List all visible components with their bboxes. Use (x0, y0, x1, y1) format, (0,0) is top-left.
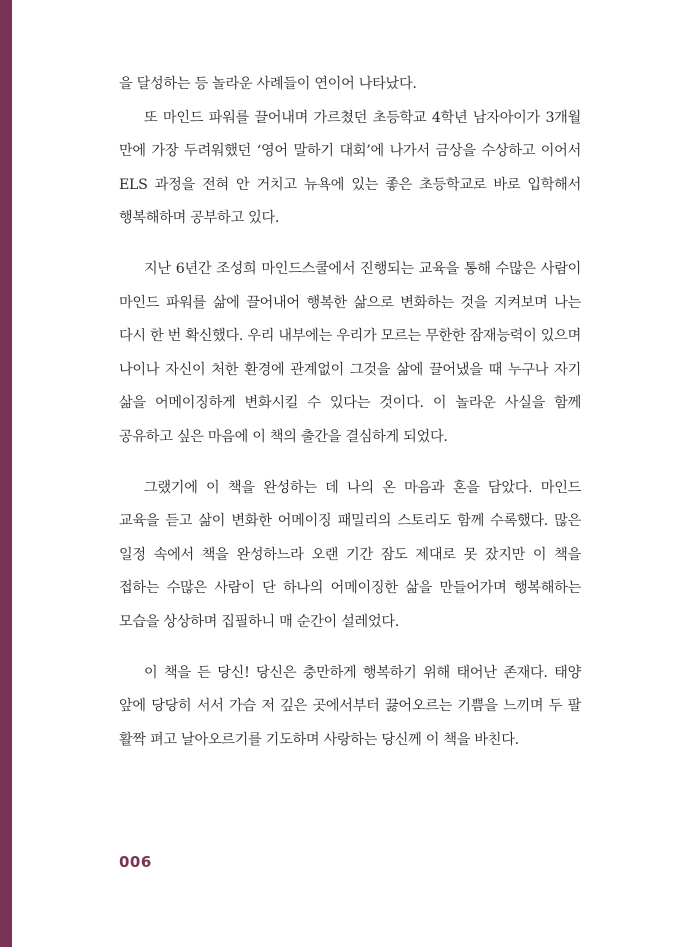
book-spine-edge (0, 0, 12, 947)
paragraph-dedication: 이 책을 든 당신! 당신은 충만하게 행복하기 위해 태어난 존재다. 태양 앞에 당당히 서서 가슴 저 깊은 곳에서부터 끓어오르는 기쁨을 느끼며 두 팔 활짝 펴고 날아오르기를 기도하며 사랑하는 당신께 이 책을 바친다. (119, 664, 581, 748)
page-body (119, 68, 581, 757)
paragraph-book-completion: 그랬기에 이 책을 완성하는 데 나의 온 마음과 혼을 담았다. 마인드 교육을 듣고 삶이 변화한 어메이징 패밀리의 스토리도 함께 수록했다. 많은 일정 속에서 책을 완성하느라 오랜 기간 잠도 제대로 못 잤지만 이 책을 접하는 수많은 사람이 단 하나의 어메이징한 삶을 만들어가며 행복해하는 모습을 상상하며 집필하니 매 순간이 설레었다. (119, 479, 581, 630)
paragraph-student-example: 또 마인드 파워를 끌어내며 가르쳤던 초등학교 4학년 남자아이가 3개월 만에 가장 두려워했던 ‘영어 말하기 대회’에 나가서 금상을 수상하고 이어서 ELS 과정을 전혀 안 거치고 뉴욕에 있는 좋은 초등학교로 바로 입학해서 행복해하며 공부하고 있다. (119, 109, 581, 227)
paragraph-mindschool: 지난 6년간 조성희 마인드스쿨에서 진행되는 교육을 통해 수많은 사람이 마인드 파워를 삶에 끌어내어 행복한 삶으로 변화하는 것을 지켜보며 나는 다시 한 번 확신했다. 우리 내부에는 우리가 모르는 무한한 잠재능력이 있으며 나이나 자신이 처한 환경에 관계없이 그것을 삶에 끌어냈을 때 누구나 자기 삶을 어메이징하게 변화시킬 수 있다는 것이다. 이 놀라운 사실을 함께 공유하고 싶은 마음에 이 책의 출간을 결심하게 되었다. (119, 260, 581, 445)
page-number: 006 (119, 853, 152, 871)
paragraph-continuation: 을 달성하는 등 놀라운 사례들이 연이어 나타났다. (119, 76, 417, 92)
